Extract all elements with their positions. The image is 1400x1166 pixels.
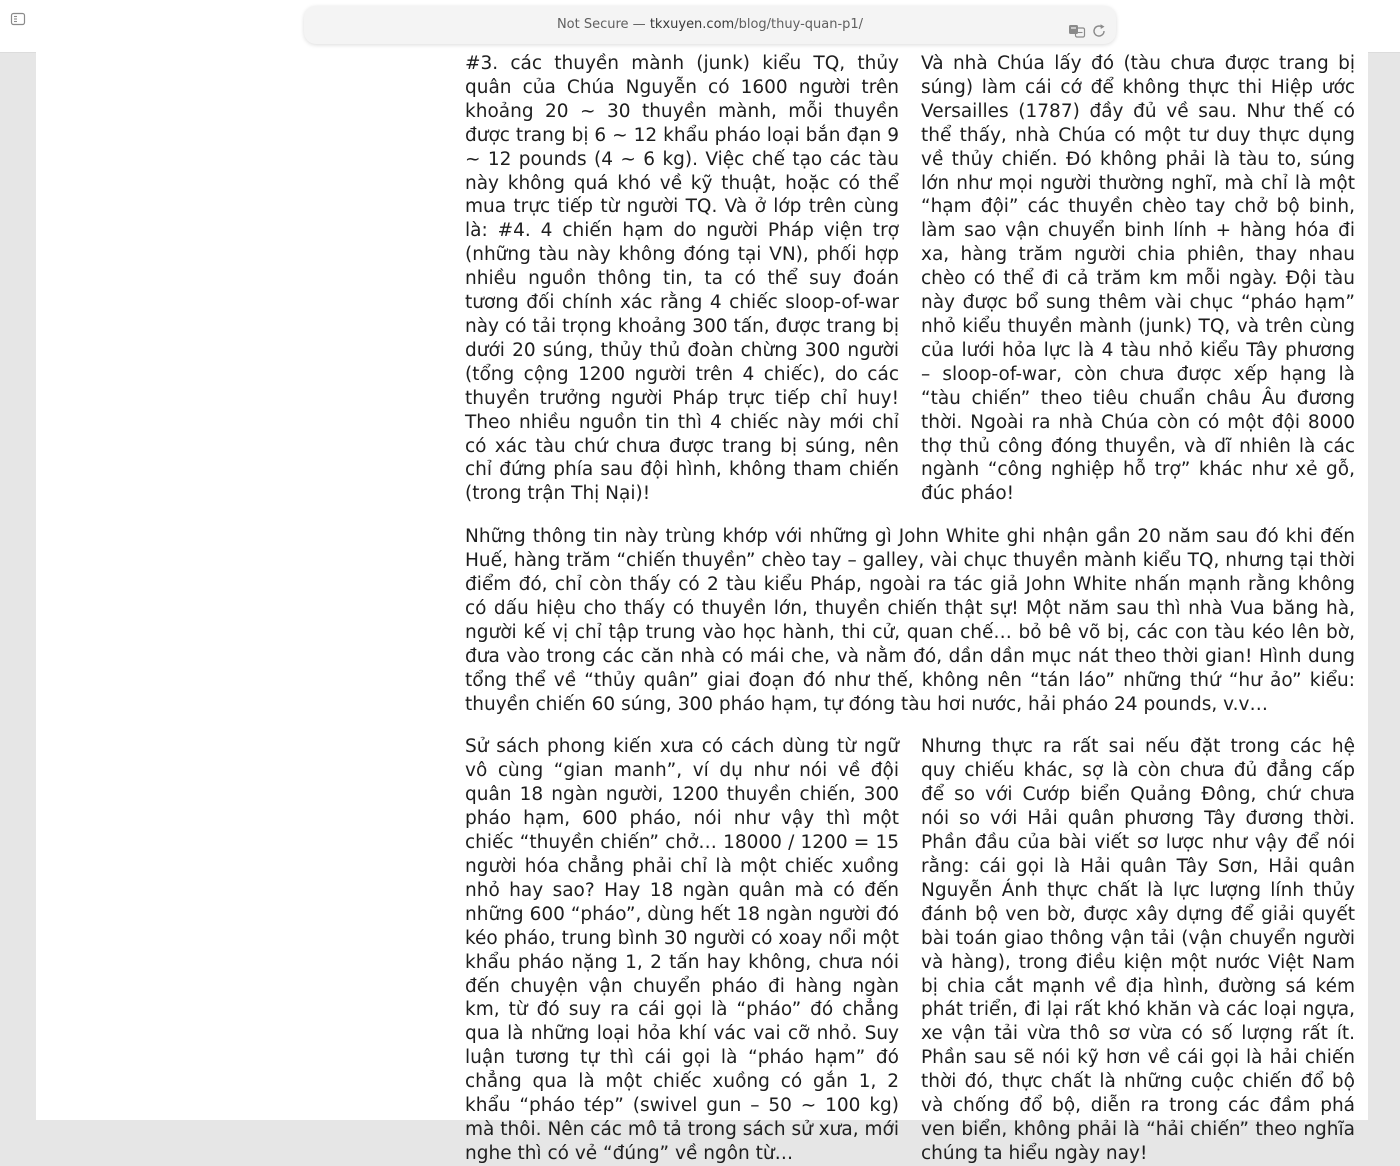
url-host: tkxuyen.com — [649, 17, 735, 32]
article-body — [465, 52, 1355, 1166]
security-label: Not Secure — [556, 17, 629, 32]
sidebar-icon[interactable] — [10, 11, 26, 27]
paragraph-full-width: Những thông tin này trùng khớp với những gì John White ghi nhận gần 20 năm sau đó khi đến Huế, hàng trăm “chiến thuyền” chèo tay – galley, vài chục thuyền mành kiểu TQ, nhưng tại thời điểm đó, chỉ còn thấy có 2 tàu kiểu Pháp, ngoài ra tác giả John White nhấn mạnh rằng không có dấu hiệu cho thấy có thuyền lớn, thuyền chiến thật sự! Một năm sau thì nhà Vua băng hà, người kế vị chỉ tập trung vào học hành, thi cử, quan chế… bỏ bê võ bị, các con tàu kéo lên bờ, đưa vào trong các căn nhà có mái che, và nằm đó, dần dần mục nát theo thời gian! Hình dung tổng thể về “thủy quân” giai đoạn đó như thế, không nên “tán láo” những thứ “hư ảo” kiểu: thuyền chiến 60 súng, 300 pháo hạm, tự đóng tàu hơi nước, hải pháo 24 pounds, v.v… — [465, 526, 1355, 715]
paragraph-block3-left: Sử sách phong kiến xưa có cách dùng từ ngữ vô cùng “gian manh”, ví dụ như nói về đội quân 18 ngàn người, 1200 thuyền chiến, 300 pháo hạm, 600 pháo, nói như vậy thì một chiếc “thuyền chiến” chở… 18000 / 1200 = 15 người hóa chẳng phải chỉ là một chiếc xuồng nhỏ hay sao? Hay 18 ngàn quân mà có đến những 600 “pháo”, dùng hết 18 ngàn người đó kéo pháo, trung bình 30 người có xoay nổi một khẩu pháo nặng 1, 2 tấn hay không, chưa nói đến chuyện vận chuyển pháo đi hàng ngàn km, từ đó suy ra cái gọi là “pháo” đó chẳng qua là những loại hỏa khí vác vai cỡ nhỏ. Suy luận tương tự thì cái gọi là “pháo hạm” đó chẳng qua là một chiếc xuồng có gắn 1, 2 khẩu “pháo tép” (swivel gun – 50 ~ 100 kg) mà thôi. Nên các mô tả trong sách sử xưa, mới nghe thì có vẻ “đúng” về ngôn từ… — [465, 736, 899, 1164]
paragraph-block3-right: Nhưng thực ra rất sai nếu đặt trong các hệ quy chiếu khác, sợ là còn chưa đủ đẳng cấp để so với Cướp biển Quảng Đông, chứ chưa nói so với Hải quân phương Tây đương thời. Phần đầu của bài viết sơ lược như vậy để nói rằng: cái gọi là Hải quân Tây Sơn, Hải quân Nguyễn Ánh thực chất là lực lượng lính thủy đánh bộ ven bờ, được xây dựng để giải quyết bài toán giao thông vận tải (vận chuyển người và hàng), trong điều kiện một nước Việt Nam bị chia cắt mạnh về địa hình, đường sá kém phát triển, đi lại rất khó khăn và các loại ngựa, xe vận tải vừa thô sơ vừa có số lượng rất ít. Phần sau sẽ nói kỹ hơn về cái gọi là hải chiến thời đó, thực chất là những cuộc chiến đổ bộ và chống đổ bộ, diễn ra trong các đầm phá ven biển, không phải là “hải chiến” theo nghĩa chúng ta hiểu ngày nay! — [921, 736, 1355, 1164]
paragraph-block1-right: Và nhà Chúa lấy đó (tàu chưa được trang bị súng) làm cái cớ để không thực thi Hiệp ước Versailles (1787) đầy đủ về sau. Như thế có thể thấy, nhà Chúa có một tư duy thực dụng về thủy chiến. Đó không phải là tàu to, súng lớn như mọi người thường nghĩ, mà chỉ là một “hạm đội” các thuyền chèo tay chở bộ binh, làm sao vận chuyển binh lính + hàng hóa đi xa, hàng trăm người chia phiên, thay nhau chèo có thể đi cả trăm km mỗi ngày. Đội tàu này được bổ sung thêm vài chục “pháo hạm” nhỏ kiểu thuyền mành (junk) TQ, và trên cùng của lưới hỏa lực là 4 tàu nhỏ kiểu Tây phương – sloop-of-war, còn chưa được xếp hạng là “tàu chiến” theo tiêu chuẩn châu Âu đương thời. Ngoài ra nhà Chúa còn có một đội 8000 thợ thủ công đóng thuyền, và dĩ nhiên là các ngành “công nghiệp hỗ trợ” khác như xẻ gỗ, đúc pháo! — [921, 53, 1355, 505]
url-separator: — — [628, 17, 650, 32]
browser-toolbar — [0, 0, 1400, 53]
url-path: /blog/thuy-quan-p1/ — [734, 17, 864, 32]
reload-icon[interactable] — [1091, 17, 1107, 33]
paragraph-block1-left: #3. các thuyền mành (junk) kiểu TQ, thủy quân của Chúa Nguyễn có 1600 người trên khoảng 20 ~ 30 thuyền mành, mỗi thuyền được trang bị 6 ~ 12 khẩu pháo loại bắn đạn 9 ~ 12 pounds (4 ~ 6 kg). Việc chế tạo các tàu này không quá khó về kỹ thuật, hoặc có thể mua trực tiếp từ người TQ. Và ở lớp trên cùng là: #4. 4 chiến hạm do người Pháp viện trợ (những tàu này không đóng tại VN), phối hợp nhiều nguồn thông tin, ta có thể suy đoán tương đối chính xác rằng 4 chiếc sloop-of-war này có tải trọng khoảng 300 tấn, được trang bị dưới 20 súng, thủy thủ đoàn chừng 300 người (tổng cộng 1200 người trên 4 chiếc), do các thuyền trưởng người Pháp trực tiếp chỉ huy! Theo nhiều nguồn tin thì 4 chiếc này mới chỉ có xác tàu chứ chưa được trang bị súng, nên chỉ đứng phía sau đội hình, không tham chiến (trong trận Thị Nại)! — [465, 53, 899, 505]
translate-icon[interactable] — [1068, 17, 1086, 33]
page-viewport[interactable] — [36, 52, 1368, 1164]
columns-block-3 — [465, 735, 1355, 1165]
address-bar[interactable] — [304, 6, 1116, 44]
columns-block-1 — [465, 52, 1355, 506]
